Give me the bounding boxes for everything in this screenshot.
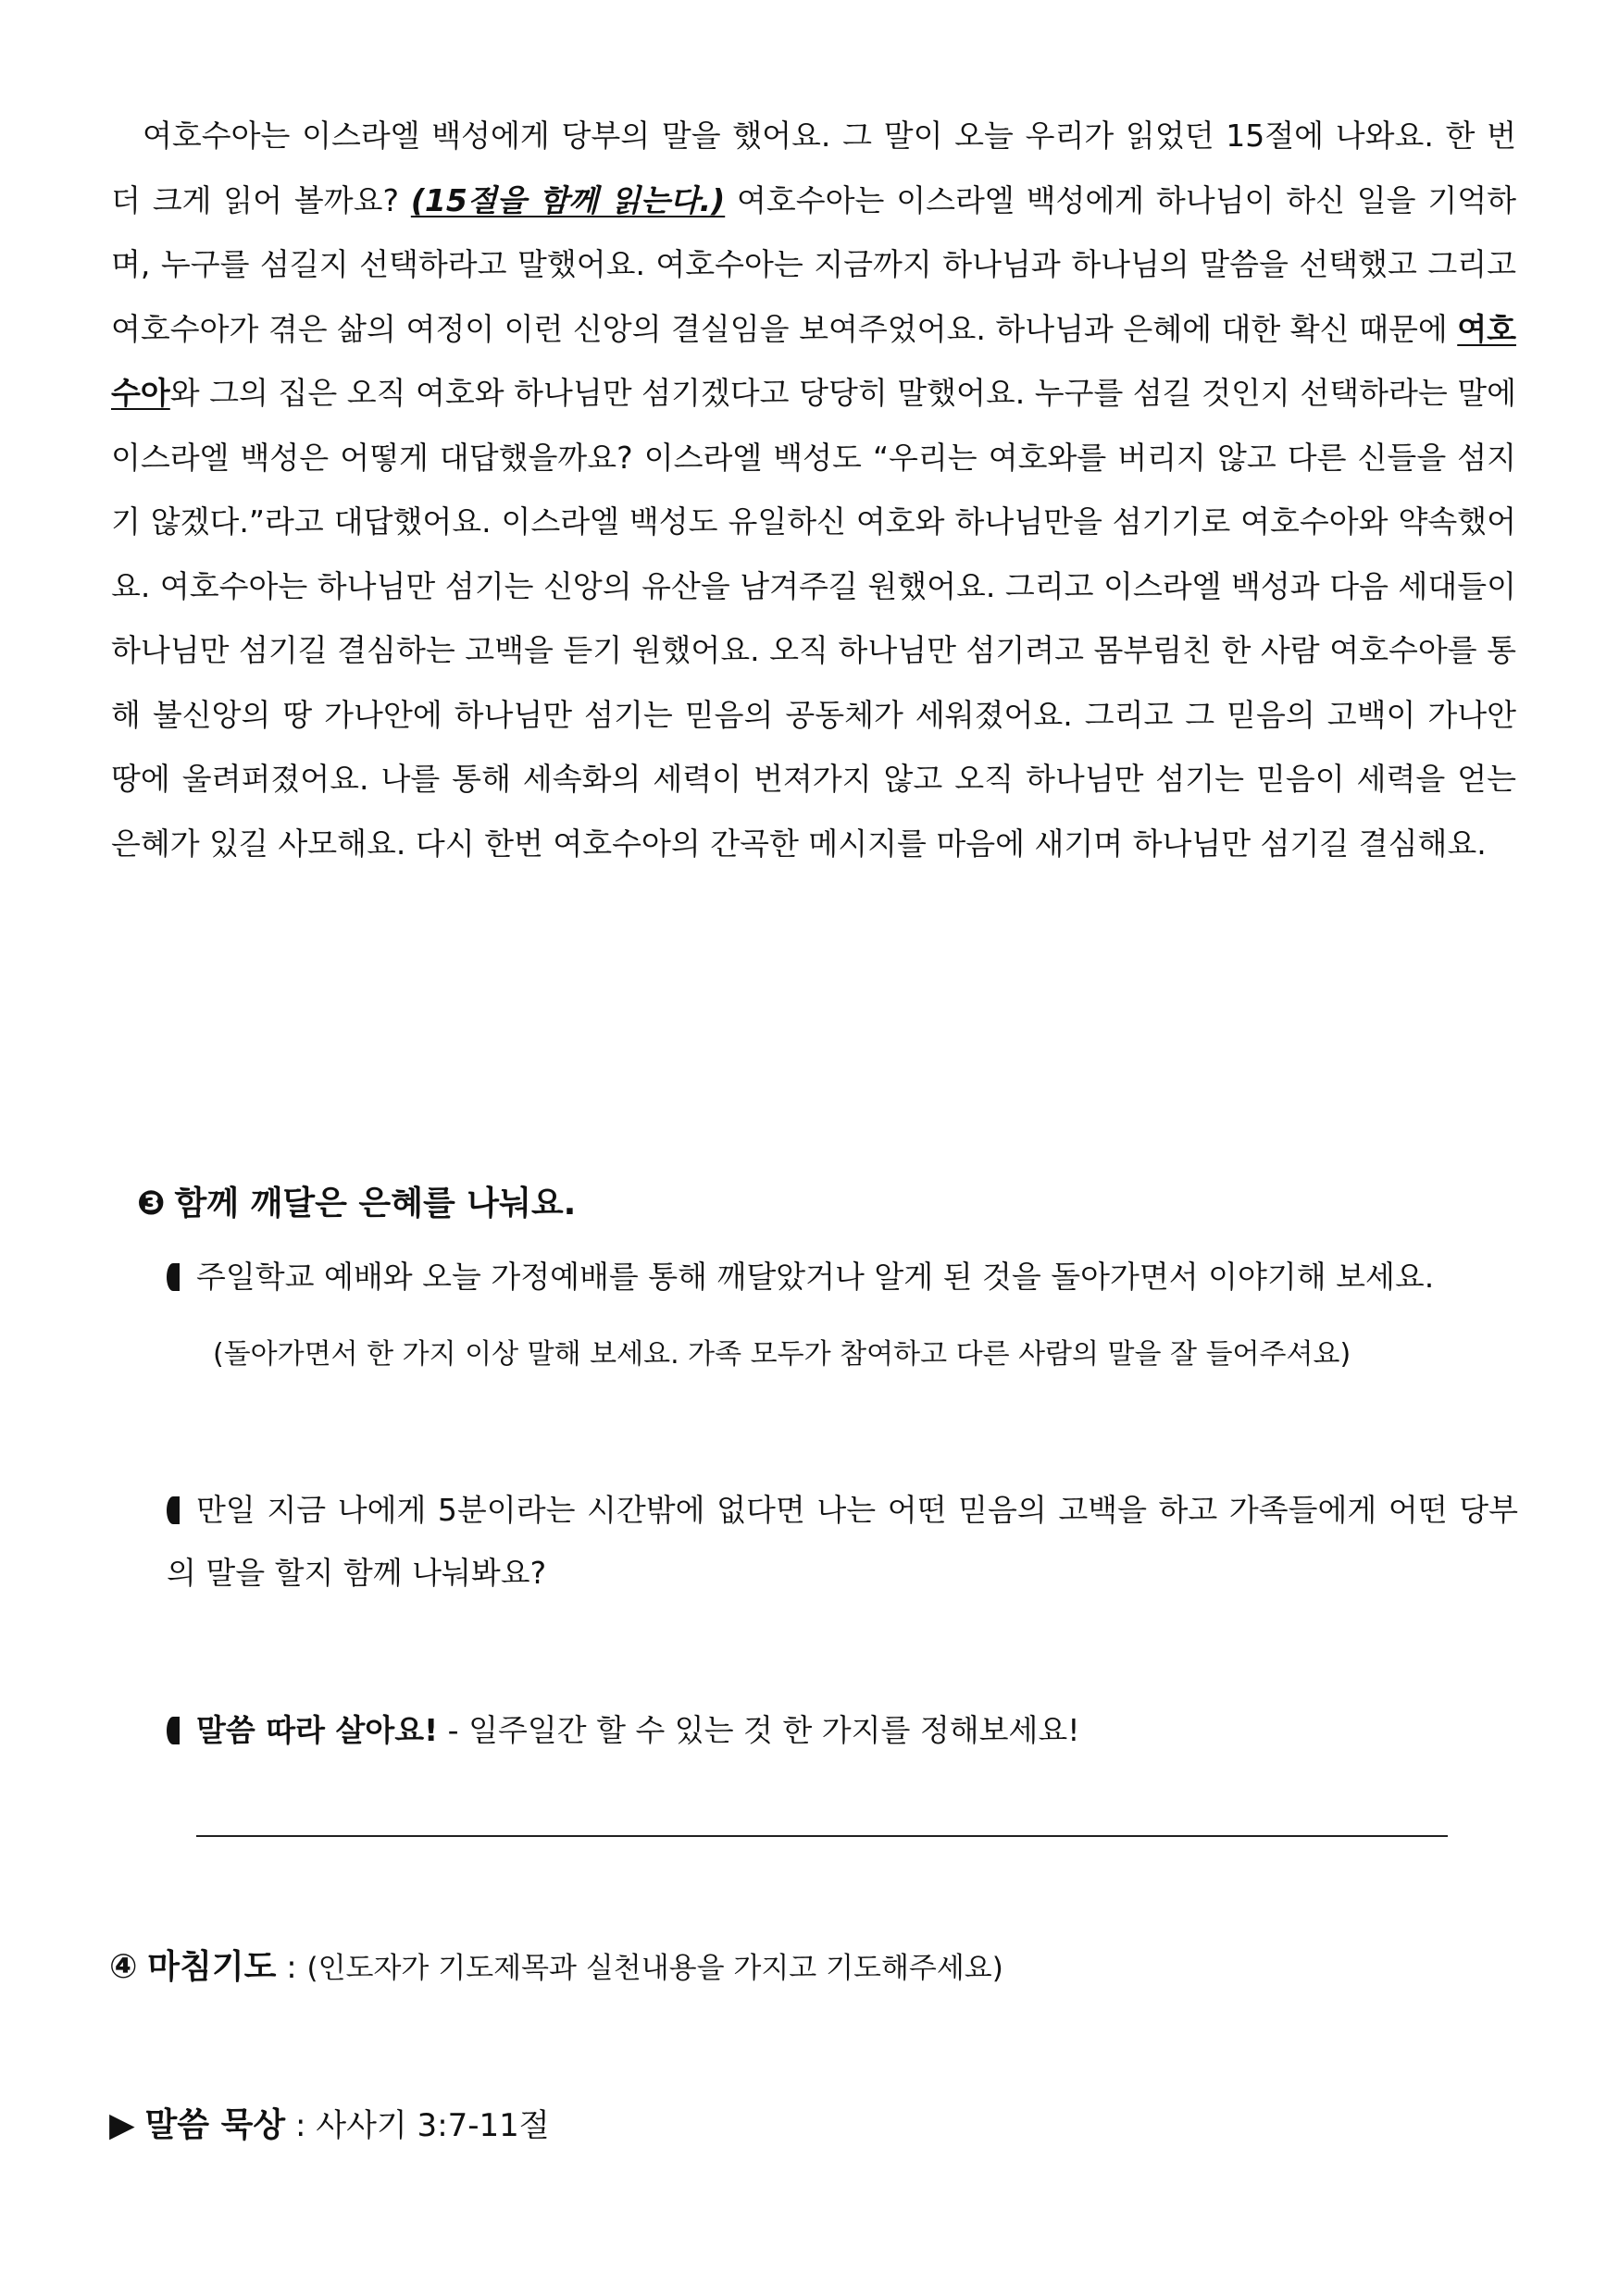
section-3-heading	[137, 1177, 576, 1224]
highlighted-name: 여호수아	[111, 310, 1516, 411]
section-4-title: 마침기도	[147, 1948, 277, 1986]
section-3-title: 함께 깨달은 은혜를 나눠요.	[174, 1185, 577, 1222]
meditation-title: 말씀 묵상	[144, 2106, 286, 2144]
section-4-note: (인도자가 기도제목과 실천내용을 가지고 기도해주세요)	[306, 1952, 1003, 1985]
question-3	[167, 1699, 1080, 1762]
question-2-text: 만일 지금 나에게 5분이라는 시간밖에 없다면 나는 어떤 믿음의 고백을 하고 가족들에게 어떤 당부의 말을 할지 함께 나눠봐요?	[167, 1492, 1518, 1591]
body-text: 여호수아는 이스라엘 백성에게 당부의 말을 했어요. 그 말이 오늘 우리가 읽었던 15절에 나와요. 한 번 더 크게 읽어 볼까요?	[111, 118, 1516, 218]
reading-instruction: (15절을 함께 읽는다.)	[410, 181, 726, 218]
question-2	[167, 1479, 1518, 1605]
body-text: 와 그의 집은 오직 여호와 하나님만 섬기겠다고 당당히 말했어요. 누구를 섬길 것인지 선택하라는 말에 이스라엘 백성은 어떻게 대답했을까요? 이스라엘 백성도 “우리는 여호와를 버리지 않고 다른 신들을 섬지기 않겠다.”라고 대답했어요. 이스라엘 백성도 유일하신 여호와 하나님만을 섬기기로 여호수아와 약속했어요. 여호수아는 하나님만 섬기는 신앙의 유산을 남겨주길 원했어요. 그리고 이스라엘 백성과 다음 세대들이 하나님만 섬기길 결심하는 고백을 듣기 원했어요. 오직 하나님만 섬기려고 몸부림친 한 사람 여호수아를 통해 불신앙의 땅 가나안에 하나님만 섬기는 믿음의 공동체가 세워졌어요. 그리고 그 믿음의 고백이 가나안 땅에 울려퍼졌어요. 나를 통해 세속화의 세력이 번져가지 않고 오직 하나님만 섬기는 믿음이 세력을 얻는 은혜가 있길 사모해요. 다시 한번 여호수아의 간곡한 메시지를 마음에 새기며 하나님만 섬기길 결심해요.	[111, 375, 1516, 862]
body-text: 여호수아는 이스라엘 백성에게 하나님이 하신 일을 기억하며, 누구를 섬길지 선택하라고 말했어요. 여호수아는 지금까지 하나님과 하나님의 말씀을 선택했고 그리고 여호수아가 겪은 삶의 여정이 이런 신앙의 결실임을 보여주었어요. 하나님과 은혜에 대한 확신 때문에	[111, 181, 1517, 347]
triangle-right-icon: ▶	[109, 2106, 135, 2144]
question-1-note: (돌아가면서 한 가지 이상 말해 보세요. 가족 모두가 참여하고 다른 사람의 말을 잘 들어주셔요)	[213, 1338, 1351, 1371]
meditation-line: ▶ 말씀 묵상 : 사사기 3:7-11절	[109, 2106, 550, 2144]
body-paragraph	[111, 104, 1516, 875]
question-3-title: 말씀 따라 살아요!	[196, 1712, 439, 1748]
bullet-2-icon	[167, 1496, 180, 1524]
meditation-reference: 사사기 3:7-11절	[316, 2107, 550, 2144]
number-4-icon: ④	[109, 1948, 138, 1986]
answer-write-line	[196, 1835, 1448, 1837]
bullet-3-icon	[167, 1717, 180, 1744]
bullet-1-icon	[167, 1263, 180, 1291]
question-1	[167, 1246, 1434, 1309]
number-3-icon: ❸	[137, 1185, 166, 1222]
section-4-heading: ④ 마침기도 : (인도자가 기도제목과 실천내용을 가지고 기도해주세요)	[109, 1948, 1003, 1986]
question-3-text: - 일주일간 할 수 있는 것 한 가지를 정해보세요!	[438, 1712, 1080, 1748]
question-1-text: 주일학교 예배와 오늘 가정예배를 통해 깨달았거나 알게 된 것을 돌아가면서 이야기해 보세요.	[196, 1259, 1435, 1295]
